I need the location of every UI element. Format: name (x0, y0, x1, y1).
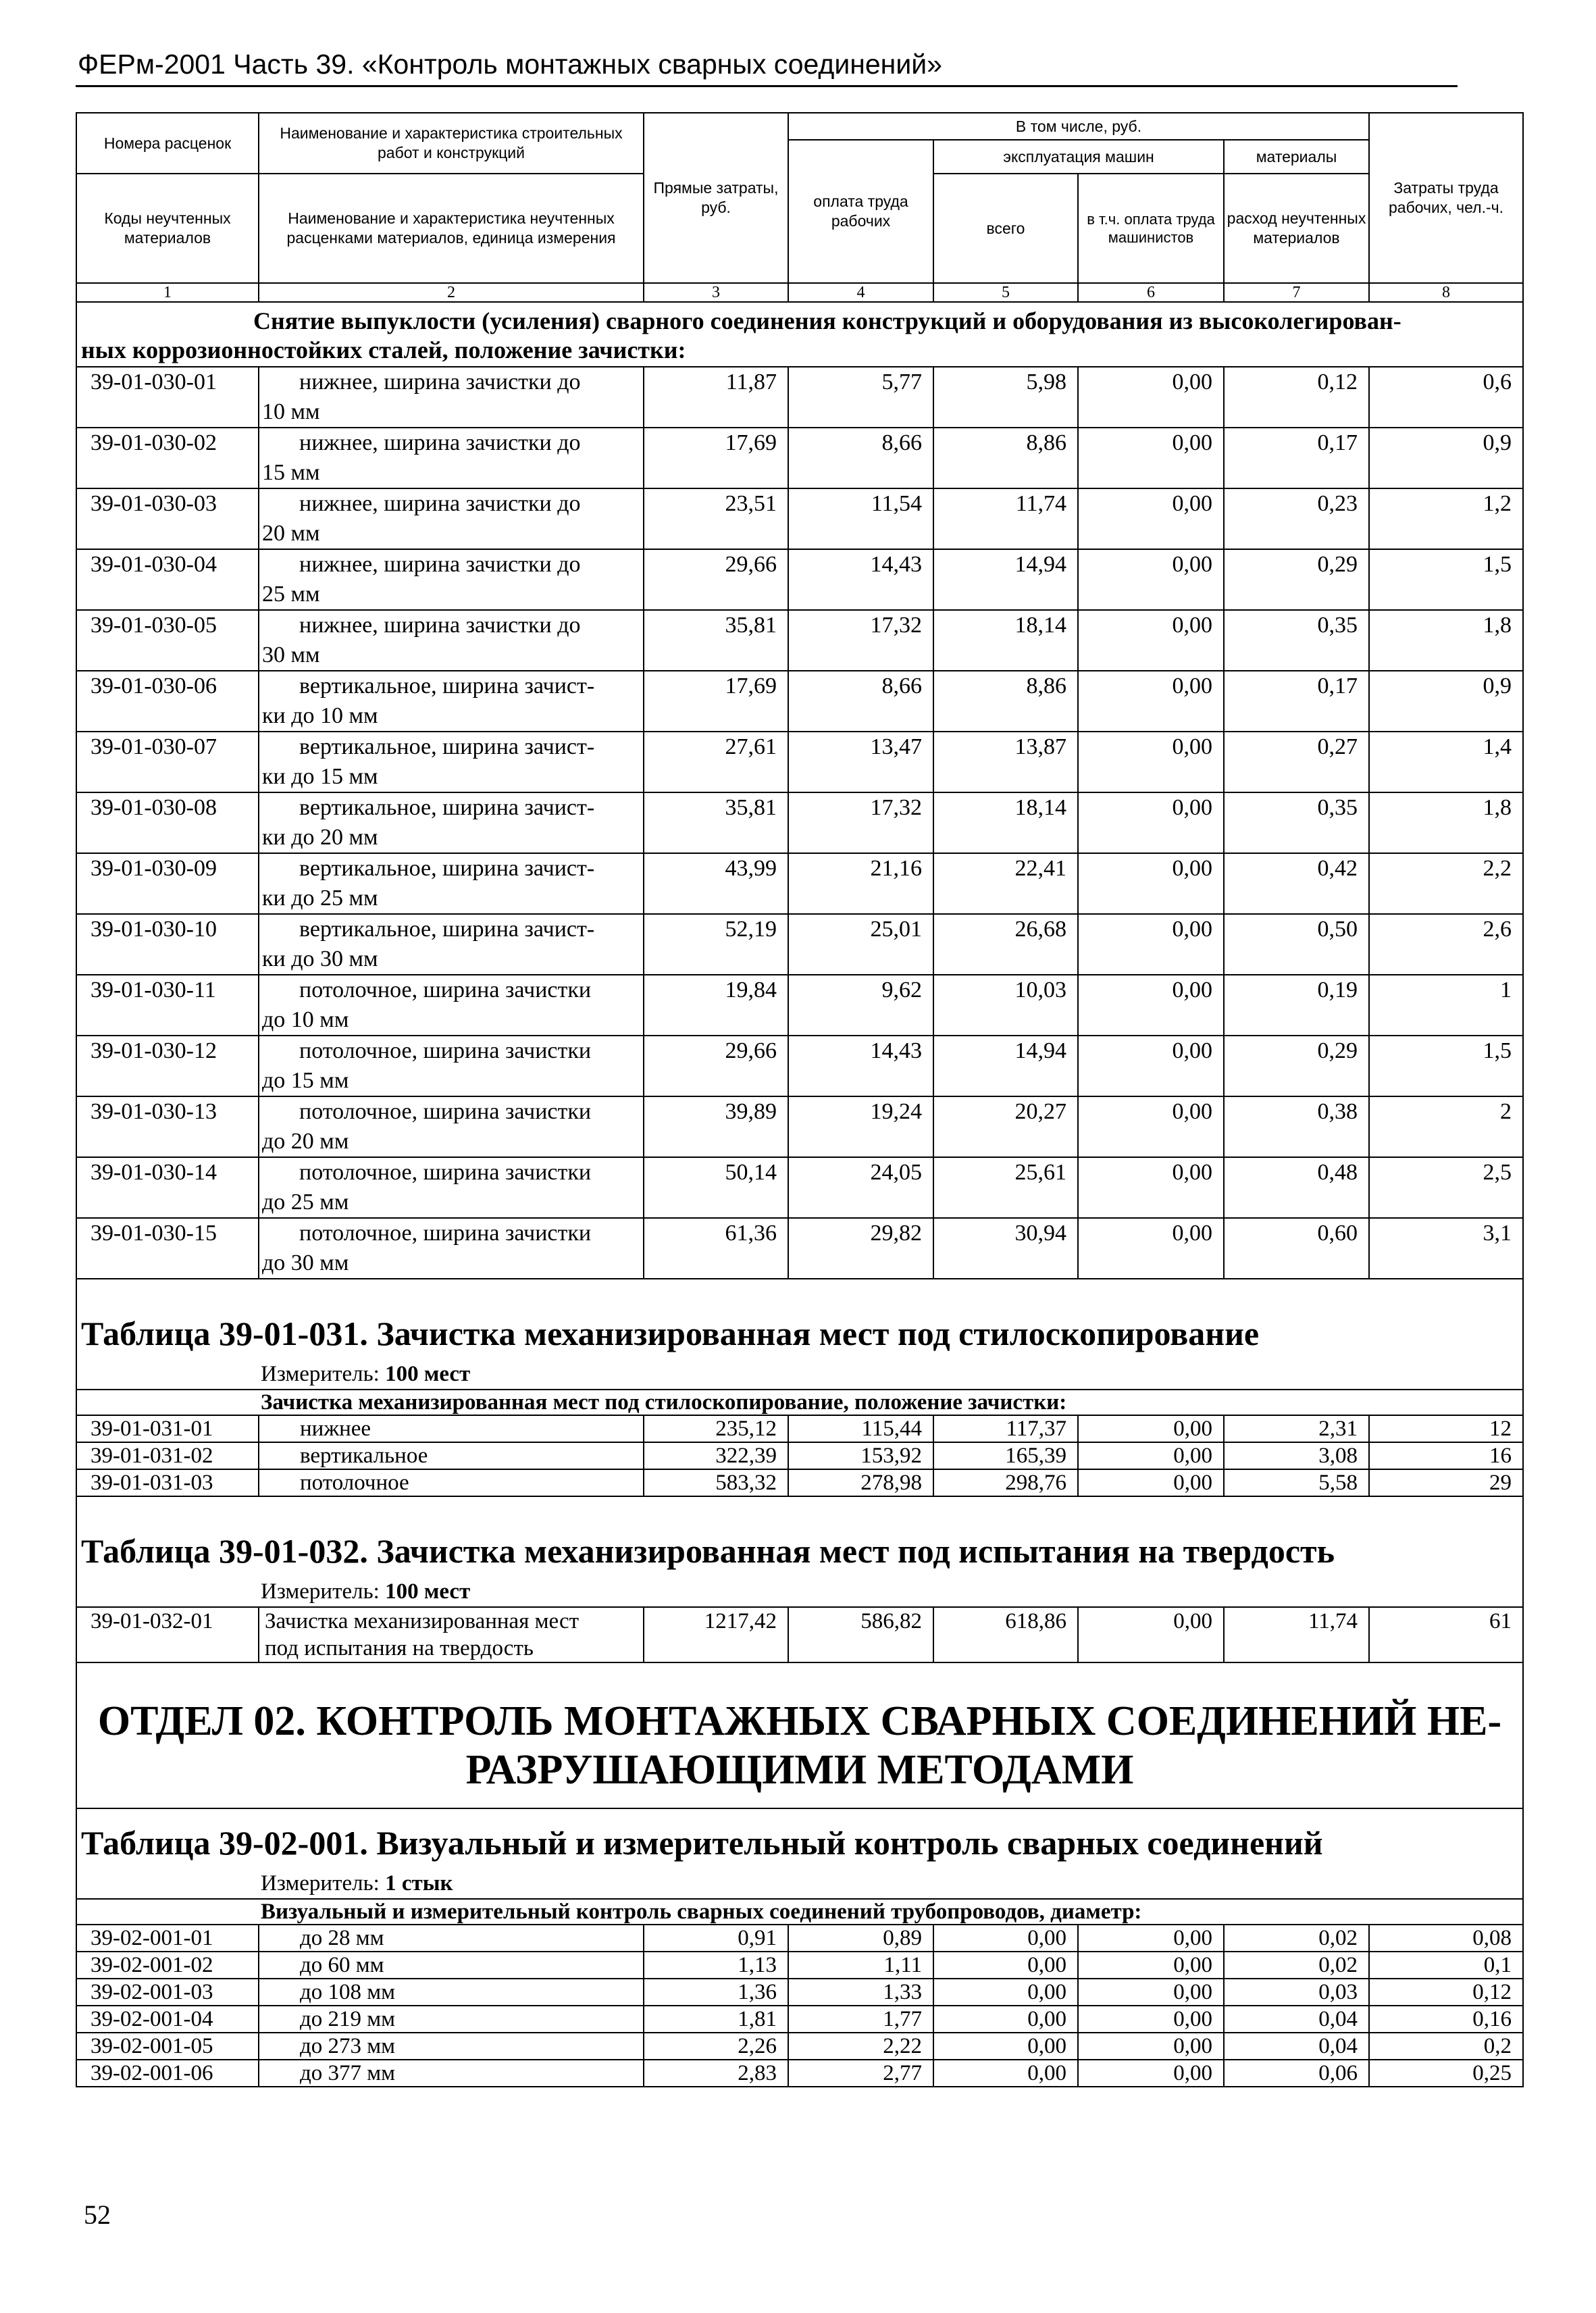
table-row (76, 1925, 1523, 1952)
work-name: нижнее, ширина зачистки до 10 мм (259, 367, 644, 428)
rate-code: 39-01-030-12 (76, 1036, 259, 1096)
machines-group-header: эксплуатация машин (933, 140, 1224, 174)
direct-costs: 322,39 (644, 1442, 788, 1469)
direct-costs: 235,12 (644, 1415, 788, 1442)
operator-pay: 0,00 (1078, 1096, 1224, 1157)
rate-code: 39-01-031-01 (76, 1415, 259, 1442)
work-name: до 108 мм (259, 1979, 644, 2006)
work-name: до 219 мм (259, 2006, 644, 2033)
page-number: 52 (84, 2200, 111, 2230)
subtitle-02-001: Визуальный и измерительный контроль сварных соединений трубопроводов, диаметр: (76, 1899, 1523, 1925)
column-number: 2 (259, 283, 644, 302)
operator-pay: 0,00 (1078, 1952, 1224, 1979)
table-row (76, 2033, 1523, 2060)
meter-02-001 (76, 1870, 1523, 1899)
labor-hours: 0,25 (1369, 2060, 1523, 2087)
rate-code: 39-01-030-01 (76, 367, 259, 428)
worker-pay: 2,77 (788, 2060, 933, 2087)
labor-hours: 3,1 (1369, 1218, 1523, 1279)
machines-total: 11,74 (933, 488, 1078, 549)
machines-total: 26,68 (933, 914, 1078, 975)
table-title-02-001: Таблица 39-02-001. Визуальный и измерительный контроль сварных соединений (76, 1808, 1523, 1870)
section-030 (76, 302, 1523, 1279)
machines-total: 30,94 (933, 1218, 1078, 1279)
work-name: нижнее, ширина зачистки до 20 мм (259, 488, 644, 549)
direct-costs: 1217,42 (644, 1607, 788, 1662)
worker-pay: 586,82 (788, 1607, 933, 1662)
table-header (76, 113, 1523, 283)
worker-pay: 1,77 (788, 2006, 933, 2033)
column-number: 4 (788, 283, 933, 302)
operator-pay: 0,00 (1078, 975, 1224, 1036)
materials: 0,19 (1224, 975, 1369, 1036)
rate-code: 39-01-030-13 (76, 1096, 259, 1157)
labor-hours: 61 (1369, 1607, 1523, 1662)
labor-hours: 1,5 (1369, 549, 1523, 610)
col-material-use-header: расход неучтенных материалов (1224, 174, 1369, 283)
including-group-header: В том числе, руб. (788, 113, 1369, 140)
labor-hours: 16 (1369, 1442, 1523, 1469)
operator-pay: 0,00 (1078, 1157, 1224, 1218)
labor-hours: 0,1 (1369, 1952, 1523, 1979)
rate-code: 39-02-001-03 (76, 1979, 259, 2006)
table-row (76, 2060, 1523, 2087)
labor-hours: 1,4 (1369, 732, 1523, 792)
work-name: вертикальное, ширина зачист- ки до 20 мм (259, 792, 644, 853)
table-row (76, 1036, 1523, 1096)
work-name: нижнее, ширина зачистки до 30 мм (259, 610, 644, 671)
table-row (76, 428, 1523, 488)
rate-code: 39-01-032-01 (76, 1607, 259, 1662)
table-row (76, 1442, 1523, 1469)
direct-costs: 11,87 (644, 367, 788, 428)
header-rule (76, 85, 1458, 87)
operator-pay: 0,00 (1078, 1979, 1224, 2006)
machines-total: 14,94 (933, 1036, 1078, 1096)
materials-group-header: материалы (1224, 140, 1369, 174)
labor-hours: 12 (1369, 1415, 1523, 1442)
worker-pay: 115,44 (788, 1415, 933, 1442)
materials: 0,29 (1224, 549, 1369, 610)
worker-pay: 17,32 (788, 610, 933, 671)
table-row (76, 914, 1523, 975)
work-name: до 60 мм (259, 1952, 644, 1979)
table-row (76, 488, 1523, 549)
materials: 0,06 (1224, 2060, 1369, 2087)
meter-label: Измеритель: (261, 1871, 380, 1896)
direct-costs: 1,81 (644, 2006, 788, 2033)
table-row (76, 792, 1523, 853)
worker-pay: 278,98 (788, 1469, 933, 1496)
materials: 0,12 (1224, 367, 1369, 428)
operator-pay: 0,00 (1078, 1036, 1224, 1096)
machines-total: 165,39 (933, 1442, 1078, 1469)
rate-code: 39-02-001-05 (76, 2033, 259, 2060)
rate-code: 39-01-030-11 (76, 975, 259, 1036)
rate-code: 39-01-030-04 (76, 549, 259, 610)
materials: 0,42 (1224, 853, 1369, 914)
rate-code: 39-01-030-09 (76, 853, 259, 914)
machines-total: 117,37 (933, 1415, 1078, 1442)
work-name: потолочное, ширина зачистки до 10 мм (259, 975, 644, 1036)
worker-pay: 1,33 (788, 1979, 933, 2006)
materials: 0,03 (1224, 1979, 1369, 2006)
machines-total: 0,00 (933, 2006, 1078, 2033)
direct-costs: 43,99 (644, 853, 788, 914)
section-title-cont: ных коррозионностойких сталей, положение зачистки: (81, 336, 686, 363)
meter-value: 100 мест (385, 1579, 471, 1604)
meter-label: Измеритель: (261, 1579, 380, 1604)
machines-total: 0,00 (933, 1979, 1078, 2006)
work-name: нижнее, ширина зачистки до 15 мм (259, 428, 644, 488)
operator-pay: 0,00 (1078, 1607, 1224, 1662)
work-name: потолочное, ширина зачистки до 30 мм (259, 1218, 644, 1279)
worker-pay: 153,92 (788, 1442, 933, 1469)
worker-pay: 1,11 (788, 1952, 933, 1979)
table-row (76, 1415, 1523, 1442)
table-row (76, 975, 1523, 1036)
worker-pay: 5,77 (788, 367, 933, 428)
table-row (76, 2006, 1523, 2033)
table-row (76, 1979, 1523, 2006)
operator-pay: 0,00 (1078, 1442, 1224, 1469)
labor-hours: 1,8 (1369, 610, 1523, 671)
rate-code: 39-01-030-08 (76, 792, 259, 853)
direct-costs: 17,69 (644, 428, 788, 488)
spacer (76, 1279, 1523, 1300)
direct-costs: 35,81 (644, 610, 788, 671)
machines-total: 18,14 (933, 610, 1078, 671)
rate-code: 39-01-030-14 (76, 1157, 259, 1218)
rate-code: 39-01-030-07 (76, 732, 259, 792)
labor-hours: 1,5 (1369, 1036, 1523, 1096)
machines-total: 8,86 (933, 428, 1078, 488)
machines-total: 10,03 (933, 975, 1078, 1036)
worker-pay: 13,47 (788, 732, 933, 792)
col-direct-costs-header: Прямые затраты, руб. (644, 113, 788, 283)
worker-pay: 29,82 (788, 1218, 933, 1279)
worker-pay: 25,01 (788, 914, 933, 975)
rate-code: 39-01-030-02 (76, 428, 259, 488)
labor-hours: 0,2 (1369, 2033, 1523, 2060)
meter-value: 100 мест (385, 1362, 471, 1386)
worker-pay: 19,24 (788, 1096, 933, 1157)
table-row (76, 1157, 1523, 1218)
direct-costs: 1,36 (644, 1979, 788, 2006)
operator-pay: 0,00 (1078, 732, 1224, 792)
operator-pay: 0,00 (1078, 428, 1224, 488)
operator-pay: 0,00 (1078, 853, 1224, 914)
worker-pay: 9,62 (788, 975, 933, 1036)
operator-pay: 0,00 (1078, 488, 1224, 549)
direct-costs: 29,66 (644, 549, 788, 610)
subtitle-031: Зачистка механизированная мест под стилоскопирование, положение зачистки: (76, 1390, 1523, 1415)
operator-pay: 0,00 (1078, 792, 1224, 853)
work-name: до 273 мм (259, 2033, 644, 2060)
spacer (76, 1496, 1523, 1517)
rate-code: 39-01-031-03 (76, 1469, 259, 1496)
table-02-001 (76, 1925, 1523, 2087)
column-number: 6 (1078, 283, 1224, 302)
direct-costs: 1,13 (644, 1952, 788, 1979)
machines-total: 0,00 (933, 1925, 1078, 1952)
rate-code: 39-01-030-15 (76, 1218, 259, 1279)
worker-pay: 21,16 (788, 853, 933, 914)
materials: 0,38 (1224, 1096, 1369, 1157)
rate-code: 39-02-001-02 (76, 1952, 259, 1979)
table-title-032: Таблица 39-01-032. Зачистка механизированная мест под испытания на твердость (76, 1517, 1523, 1578)
work-name: потолочное, ширина зачистки до 25 мм (259, 1157, 644, 1218)
machines-total: 0,00 (933, 2033, 1078, 2060)
meter-label: Измеритель: (261, 1362, 380, 1386)
column-number: 3 (644, 283, 788, 302)
operator-pay: 0,00 (1078, 549, 1224, 610)
materials: 0,50 (1224, 914, 1369, 975)
operator-pay: 0,00 (1078, 2006, 1224, 2033)
operator-pay: 0,00 (1078, 914, 1224, 975)
machines-total: 5,98 (933, 367, 1078, 428)
rate-code: 39-02-001-06 (76, 2060, 259, 2087)
work-name: до 28 мм (259, 1925, 644, 1952)
labor-hours: 1,2 (1369, 488, 1523, 549)
labor-hours: 2,2 (1369, 853, 1523, 914)
rate-code: 39-02-001-04 (76, 2006, 259, 2033)
col-work-name-header: Наименование и характеристика строительных работ и конструкций (259, 113, 644, 174)
labor-hours: 2,6 (1369, 914, 1523, 975)
meter-031 (76, 1361, 1523, 1390)
table-row (76, 732, 1523, 792)
department-heading: ОТДЕЛ 02. КОНТРОЛЬ МОНТАЖНЫХ СВАРНЫХ СОЕДИНЕНИЙ НЕ- РАЗРУШАЮЩИМИ МЕТОДАМИ (76, 1662, 1523, 1808)
materials: 0,35 (1224, 610, 1369, 671)
direct-costs: 583,32 (644, 1469, 788, 1496)
operator-pay: 0,00 (1078, 1218, 1224, 1279)
labor-hours: 2 (1369, 1096, 1523, 1157)
labor-hours: 0,12 (1369, 1979, 1523, 2006)
labor-hours: 1,8 (1369, 792, 1523, 853)
materials: 0,04 (1224, 2006, 1369, 2033)
column-number: 8 (1369, 283, 1523, 302)
materials: 0,48 (1224, 1157, 1369, 1218)
materials: 0,02 (1224, 1925, 1369, 1952)
col-machines-total-header: всего (933, 174, 1078, 283)
machines-total: 18,14 (933, 792, 1078, 853)
operator-pay: 0,00 (1078, 1469, 1224, 1496)
table-row (76, 853, 1523, 914)
labor-hours: 0,9 (1369, 428, 1523, 488)
direct-costs: 23,51 (644, 488, 788, 549)
work-name: нижнее (259, 1415, 644, 1442)
materials: 0,27 (1224, 732, 1369, 792)
direct-costs: 0,91 (644, 1925, 788, 1952)
table-row (76, 1096, 1523, 1157)
machines-total: 8,86 (933, 671, 1078, 732)
labor-hours: 0,6 (1369, 367, 1523, 428)
machines-total: 22,41 (933, 853, 1078, 914)
rate-code: 39-01-031-02 (76, 1442, 259, 1469)
rate-code: 39-01-030-06 (76, 671, 259, 732)
labor-hours: 0,9 (1369, 671, 1523, 732)
materials: 0,29 (1224, 1036, 1369, 1096)
operator-pay: 0,00 (1078, 1925, 1224, 1952)
work-name: вертикальное, ширина зачист- ки до 30 мм (259, 914, 644, 975)
direct-costs: 52,19 (644, 914, 788, 975)
machines-total: 618,86 (933, 1607, 1078, 1662)
worker-pay: 0,89 (788, 1925, 933, 1952)
work-name: потолочное (259, 1469, 644, 1496)
column-number: 1 (76, 283, 259, 302)
worker-pay: 11,54 (788, 488, 933, 549)
machines-total: 0,00 (933, 2060, 1078, 2087)
worker-pay: 17,32 (788, 792, 933, 853)
table-031 (76, 1415, 1523, 1496)
direct-costs: 17,69 (644, 671, 788, 732)
labor-hours: 1 (1369, 975, 1523, 1036)
table-row (76, 610, 1523, 671)
machines-total: 0,00 (933, 1952, 1078, 1979)
machines-total: 14,94 (933, 549, 1078, 610)
table-row (76, 1952, 1523, 1979)
labor-hours: 0,16 (1369, 2006, 1523, 2033)
operator-pay: 0,00 (1078, 2033, 1224, 2060)
materials: 0,60 (1224, 1218, 1369, 1279)
worker-pay: 14,43 (788, 1036, 933, 1096)
materials: 0,02 (1224, 1952, 1369, 1979)
work-name: Зачистка механизированная мест под испытания на твердость (259, 1607, 644, 1662)
operator-pay: 0,00 (1078, 610, 1224, 671)
page-header: ФЕРм-2001 Часть 39. «Контроль монтажных сварных соединений» (78, 49, 942, 80)
meter-032 (76, 1578, 1523, 1607)
machines-total: 20,27 (933, 1096, 1078, 1157)
col-material-codes-header: Коды неучтенных материалов (76, 174, 259, 283)
rate-code: 39-01-030-05 (76, 610, 259, 671)
machines-total: 13,87 (933, 732, 1078, 792)
work-name: потолочное, ширина зачистки до 20 мм (259, 1096, 644, 1157)
meter-value: 1 стык (385, 1871, 453, 1896)
section-title: Снятие выпуклости (усиления) сварного соединения конструкций и оборудования из высоколегирован- (253, 307, 1401, 334)
worker-pay: 8,66 (788, 428, 933, 488)
column-number: 7 (1224, 283, 1369, 302)
materials: 0,17 (1224, 671, 1369, 732)
work-name: вертикальное, ширина зачист- ки до 15 мм (259, 732, 644, 792)
materials: 0,04 (1224, 2033, 1369, 2060)
work-name: потолочное, ширина зачистки до 15 мм (259, 1036, 644, 1096)
rate-code: 39-01-030-03 (76, 488, 259, 549)
labor-hours: 29 (1369, 1469, 1523, 1496)
col-labor-hours-header: Затраты труда рабочих, чел.-ч. (1369, 113, 1523, 283)
table-row (76, 1218, 1523, 1279)
worker-pay: 24,05 (788, 1157, 933, 1218)
rate-code: 39-02-001-01 (76, 1925, 259, 1952)
labor-hours: 2,5 (1369, 1157, 1523, 1218)
materials: 2,31 (1224, 1415, 1369, 1442)
table-row (76, 1469, 1523, 1496)
col-worker-pay-header: оплата труда рабочих (788, 140, 933, 283)
materials: 0,17 (1224, 428, 1369, 488)
work-name: вертикальное, ширина зачист- ки до 25 мм (259, 853, 644, 914)
materials: 11,74 (1224, 1607, 1369, 1662)
direct-costs: 27,61 (644, 732, 788, 792)
rate-code: 39-01-030-10 (76, 914, 259, 975)
labor-hours: 0,08 (1369, 1925, 1523, 1952)
direct-costs: 19,84 (644, 975, 788, 1036)
materials: 0,35 (1224, 792, 1369, 853)
worker-pay: 8,66 (788, 671, 933, 732)
machines-total: 25,61 (933, 1157, 1078, 1218)
table-row (76, 549, 1523, 610)
table-title-031: Таблица 39-01-031. Зачистка механизированная мест под стилоскопирование (76, 1300, 1523, 1361)
direct-costs: 2,83 (644, 2060, 788, 2087)
col-operator-pay-header: в т.ч. оплата труда машинистов (1078, 174, 1224, 283)
worker-pay: 2,22 (788, 2033, 933, 2060)
direct-costs: 35,81 (644, 792, 788, 853)
work-name: до 377 мм (259, 2060, 644, 2087)
col-material-name-header: Наименование и характеристика неучтенных расценками материалов, единица измерения (259, 174, 644, 283)
direct-costs: 29,66 (644, 1036, 788, 1096)
direct-costs: 2,26 (644, 2033, 788, 2060)
operator-pay: 0,00 (1078, 367, 1224, 428)
table-row (76, 367, 1523, 428)
operator-pay: 0,00 (1078, 671, 1224, 732)
column-numbers (76, 283, 1523, 302)
worker-pay: 14,43 (788, 549, 933, 610)
table-row (76, 671, 1523, 732)
work-name: вертикальное (259, 1442, 644, 1469)
operator-pay: 0,00 (1078, 1415, 1224, 1442)
direct-costs: 61,36 (644, 1218, 788, 1279)
materials: 5,58 (1224, 1469, 1369, 1496)
machines-total: 298,76 (933, 1469, 1078, 1496)
rates-table (76, 112, 1524, 2087)
direct-costs: 39,89 (644, 1096, 788, 1157)
work-name: нижнее, ширина зачистки до 25 мм (259, 549, 644, 610)
operator-pay: 0,00 (1078, 2060, 1224, 2087)
column-number: 5 (933, 283, 1078, 302)
table-row (76, 1607, 1523, 1662)
col-rate-numbers-header: Номера расценок (76, 113, 259, 174)
direct-costs: 50,14 (644, 1157, 788, 1218)
materials: 0,23 (1224, 488, 1369, 549)
materials: 3,08 (1224, 1442, 1369, 1469)
work-name: вертикальное, ширина зачист- ки до 10 мм (259, 671, 644, 732)
